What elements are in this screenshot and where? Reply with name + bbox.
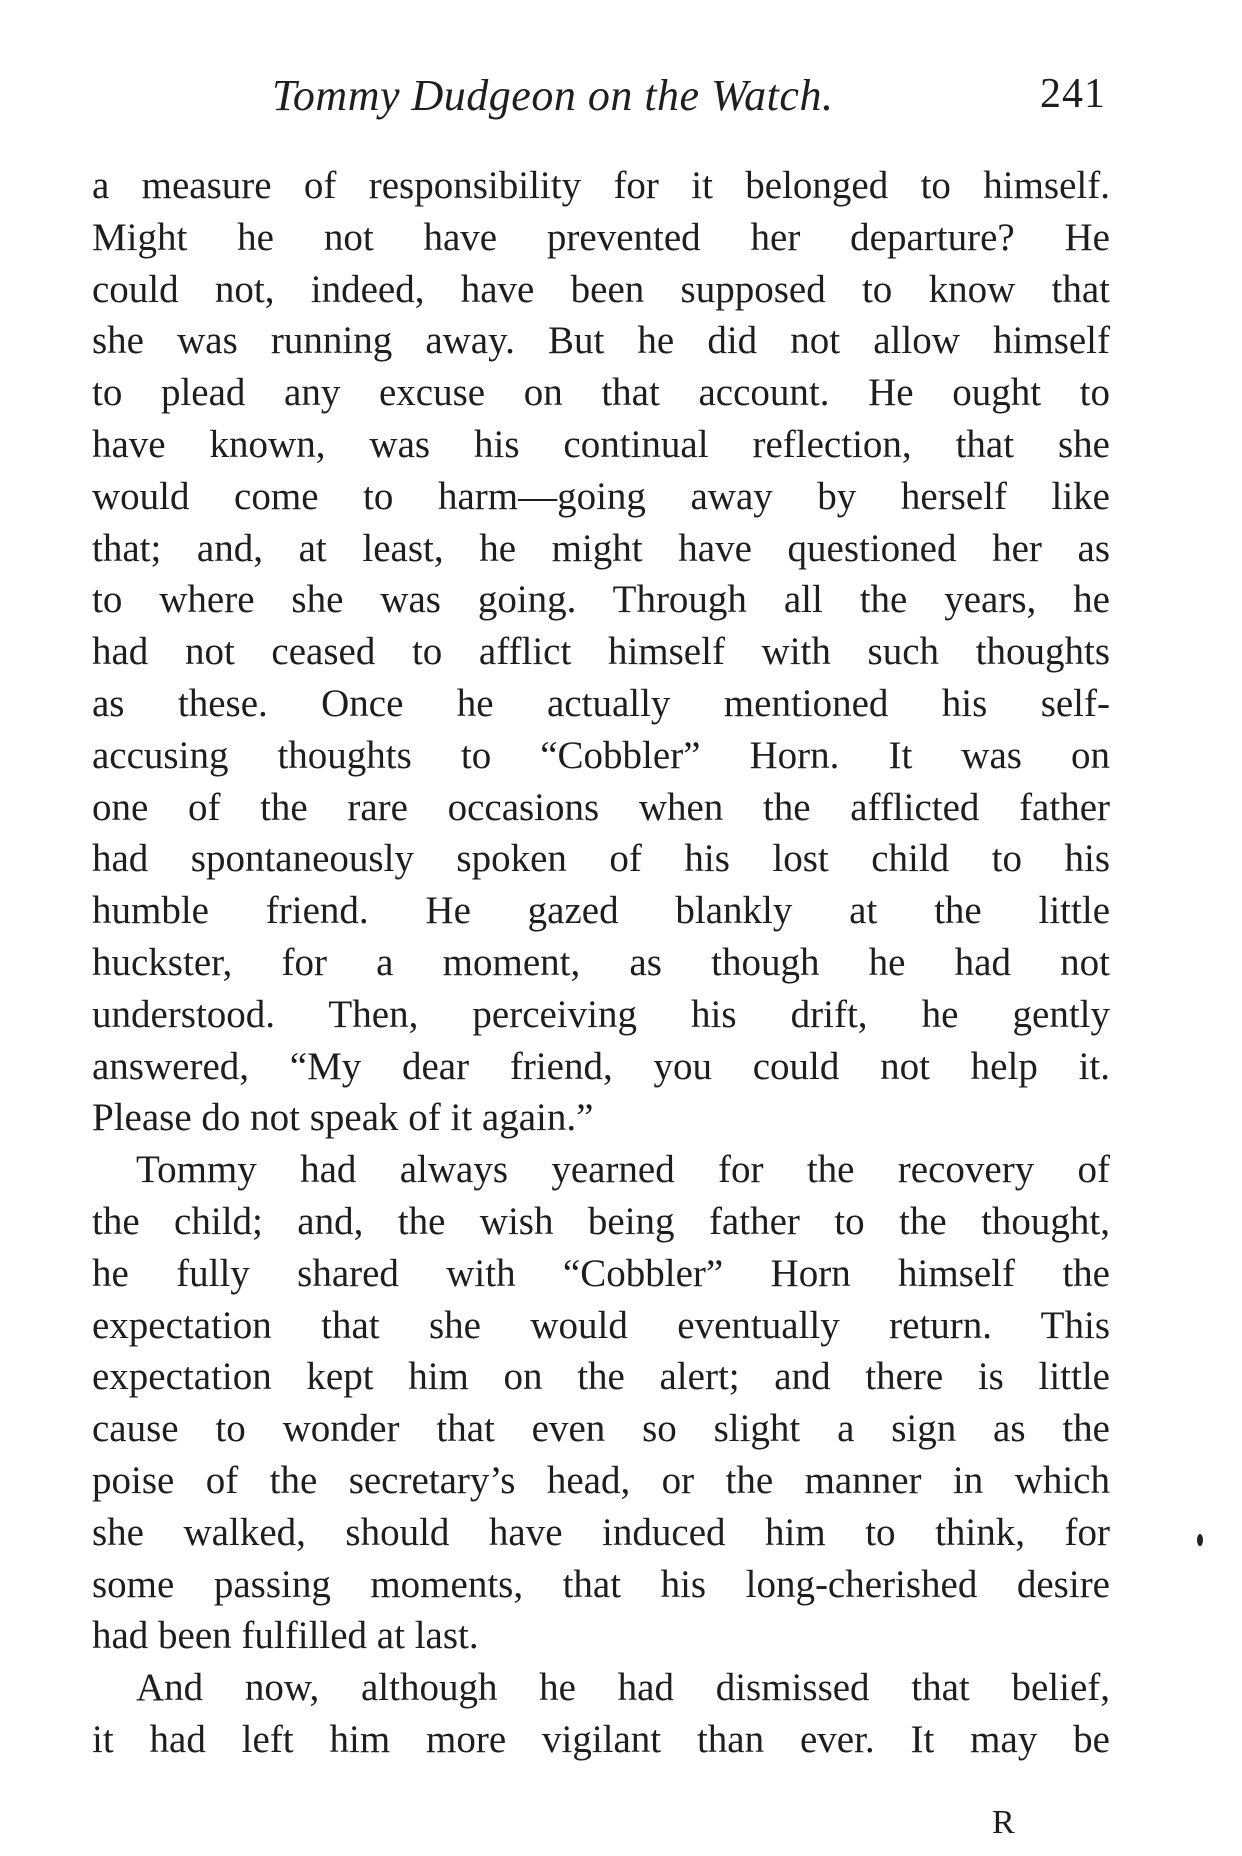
- text-line: poise of the secretary’s head, or the manner in which: [92, 1458, 1110, 1502]
- running-title: Tommy Dudgeon on the Watch.: [272, 71, 834, 120]
- text-line: humble friend. He gazed blankly at the little: [92, 889, 1110, 933]
- text-line: one of the rare occasions when the afflicted father: [92, 785, 1110, 829]
- text-line: have known, was his continual reflection, that she: [92, 422, 1110, 466]
- paragraph-start-line: Tommy had always yearned for the recovery of: [136, 1148, 1110, 1192]
- page-number: 241: [1040, 71, 1106, 117]
- text-line: accusing thoughts to “Cobbler” Horn. It was on: [92, 733, 1110, 777]
- text-line: cause to wonder that even so slight a sign as the: [92, 1407, 1110, 1451]
- text-line: that; and, at least, he might have questioned her as: [92, 526, 1110, 570]
- text-line: had not ceased to afflict himself with such thoughts: [92, 630, 1110, 674]
- text-line: Might he not have prevented her departure? He: [92, 215, 1110, 259]
- text-line: the child; and, the wish being father to the thought,: [92, 1199, 1110, 1243]
- text-line: had spontaneously spoken of his lost child to his: [92, 837, 1110, 881]
- ink-speck: [1197, 1534, 1203, 1546]
- text-line: expectation kept him on the alert; and there is little: [92, 1355, 1110, 1399]
- text-line: as these. Once he actually mentioned his self-: [92, 681, 1110, 725]
- text-line: would come to harm—going away by herself like: [92, 474, 1110, 518]
- paragraph-end-line: had been fulfilled at last.: [92, 1614, 479, 1658]
- text-line: could not, indeed, have been supposed to know that: [92, 267, 1110, 311]
- text-line: huckster, for a moment, as though he had not: [92, 940, 1110, 984]
- text-line: he fully shared with “Cobbler” Horn himself the: [92, 1251, 1110, 1295]
- text-line: some passing moments, that his long-cherished desire: [92, 1562, 1110, 1606]
- text-line: it had left him more vigilant than ever. It may be: [92, 1717, 1110, 1761]
- signature-mark: R: [992, 1804, 1015, 1841]
- text-line: understood. Then, perceiving his drift, he gently: [92, 992, 1110, 1036]
- page-header: [96, 70, 1106, 130]
- text-line: answered, “My dear friend, you could not help it.: [92, 1044, 1110, 1088]
- text-line: expectation that she would eventually return. This: [92, 1303, 1110, 1347]
- text-line: a measure of responsibility for it belonged to himself.: [92, 164, 1110, 207]
- text-line: to plead any excuse on that account. He ought to: [92, 371, 1110, 415]
- text-line: she was running away. But he did not allow himself: [92, 319, 1110, 363]
- text-line: to where she was going. Through all the years, he: [92, 578, 1110, 622]
- paragraph-start-line: And now, although he had dismissed that belief,: [136, 1666, 1110, 1710]
- paragraph-end-line: Please do not speak of it again.”: [92, 1096, 594, 1140]
- text-line: she walked, should have induced him to think, for: [92, 1510, 1110, 1554]
- body-text: [92, 160, 1110, 1766]
